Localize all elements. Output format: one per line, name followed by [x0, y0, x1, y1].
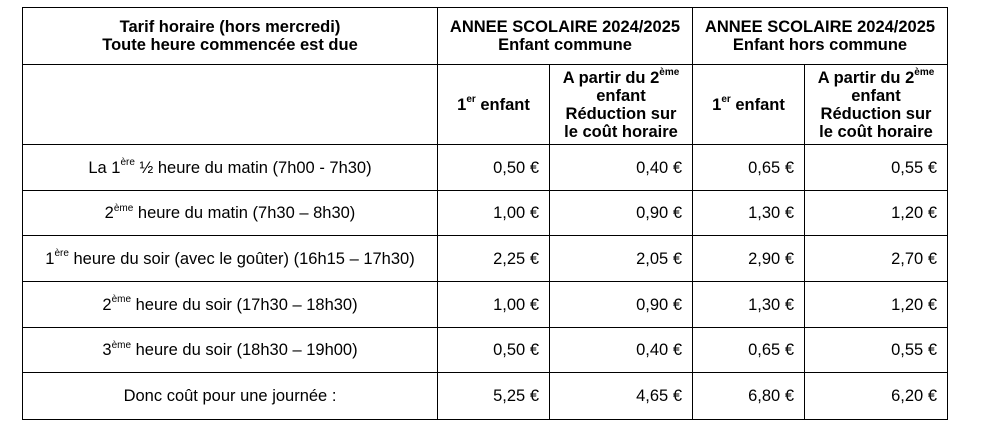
price-cell: 0,65 € — [693, 328, 805, 373]
price-cell: 2,05 € — [550, 236, 693, 282]
price-cell: 1,00 € — [438, 191, 550, 236]
total-cell: 4,65 € — [550, 373, 693, 420]
header-group2-title: Enfant hors commune — [732, 36, 908, 54]
total-cell: 5,25 € — [438, 373, 550, 420]
price-cell: 0,55 € — [805, 145, 948, 191]
row-label: 1ère heure du soir (avec le goûter) (16h15 – 17h30) — [23, 236, 438, 282]
price-cell: 2,90 € — [693, 236, 805, 282]
header-group2-year: ANNEE SCOLAIRE 2024/2025 — [704, 18, 936, 36]
header-second-child-commune: A partir du 2ème enfant Réduction sur le coût horaire — [550, 65, 693, 145]
price-cell: 2,25 € — [438, 236, 550, 282]
price-cell: 1,20 € — [805, 191, 948, 236]
table-row — [23, 236, 948, 282]
total-cell: 6,80 € — [693, 373, 805, 420]
price-cell: 1,20 € — [805, 282, 948, 328]
header-enfant-commune — [438, 8, 693, 65]
row-label: La 1ère ½ heure du matin (7h00 - 7h30) — [23, 145, 438, 191]
header-group1-year: ANNEE SCOLAIRE 2024/2025 — [449, 18, 681, 36]
total-label: Donc coût pour une journée : — [23, 373, 438, 420]
price-cell: 0,90 € — [550, 282, 693, 328]
table-row — [23, 328, 948, 373]
row-label: 2ème heure du soir (17h30 – 18h30) — [23, 282, 438, 328]
header-group1-title: Enfant commune — [498, 36, 632, 54]
price-cell: 1,00 € — [438, 282, 550, 328]
header-tarif-line1: Tarif horaire (hors mercredi) — [119, 18, 341, 36]
price-cell: 0,55 € — [805, 328, 948, 373]
header-enfant-hors-commune — [693, 8, 948, 65]
header-tarif-horaire — [23, 8, 438, 65]
price-cell: 0,50 € — [438, 328, 550, 373]
table-row — [23, 191, 948, 236]
price-cell: 2,70 € — [805, 236, 948, 282]
price-cell: 1,30 € — [693, 191, 805, 236]
row-label: 3ème heure du soir (18h30 – 19h00) — [23, 328, 438, 373]
price-cell: 0,90 € — [550, 191, 693, 236]
header-first-child-commune: 1er enfant — [438, 65, 550, 145]
row-label: 2ème heure du matin (7h30 – 8h30) — [23, 191, 438, 236]
price-cell: 0,40 € — [550, 328, 693, 373]
total-row — [23, 373, 948, 420]
price-cell: 0,40 € — [550, 145, 693, 191]
price-cell: 1,30 € — [693, 282, 805, 328]
header-first-child-hors-commune: 1er enfant — [693, 65, 805, 145]
tarif-table — [22, 7, 948, 420]
price-cell: 0,50 € — [438, 145, 550, 191]
header-tarif-line2: Toute heure commencée est due — [102, 36, 358, 54]
header-second-child-hors-commune: A partir du 2ème enfant Réduction sur le coût horaire — [805, 65, 948, 145]
table-row — [23, 145, 948, 191]
total-cell: 6,20 € — [805, 373, 948, 420]
header-empty-cell — [23, 65, 438, 145]
price-cell: 0,65 € — [693, 145, 805, 191]
table-row — [23, 282, 948, 328]
